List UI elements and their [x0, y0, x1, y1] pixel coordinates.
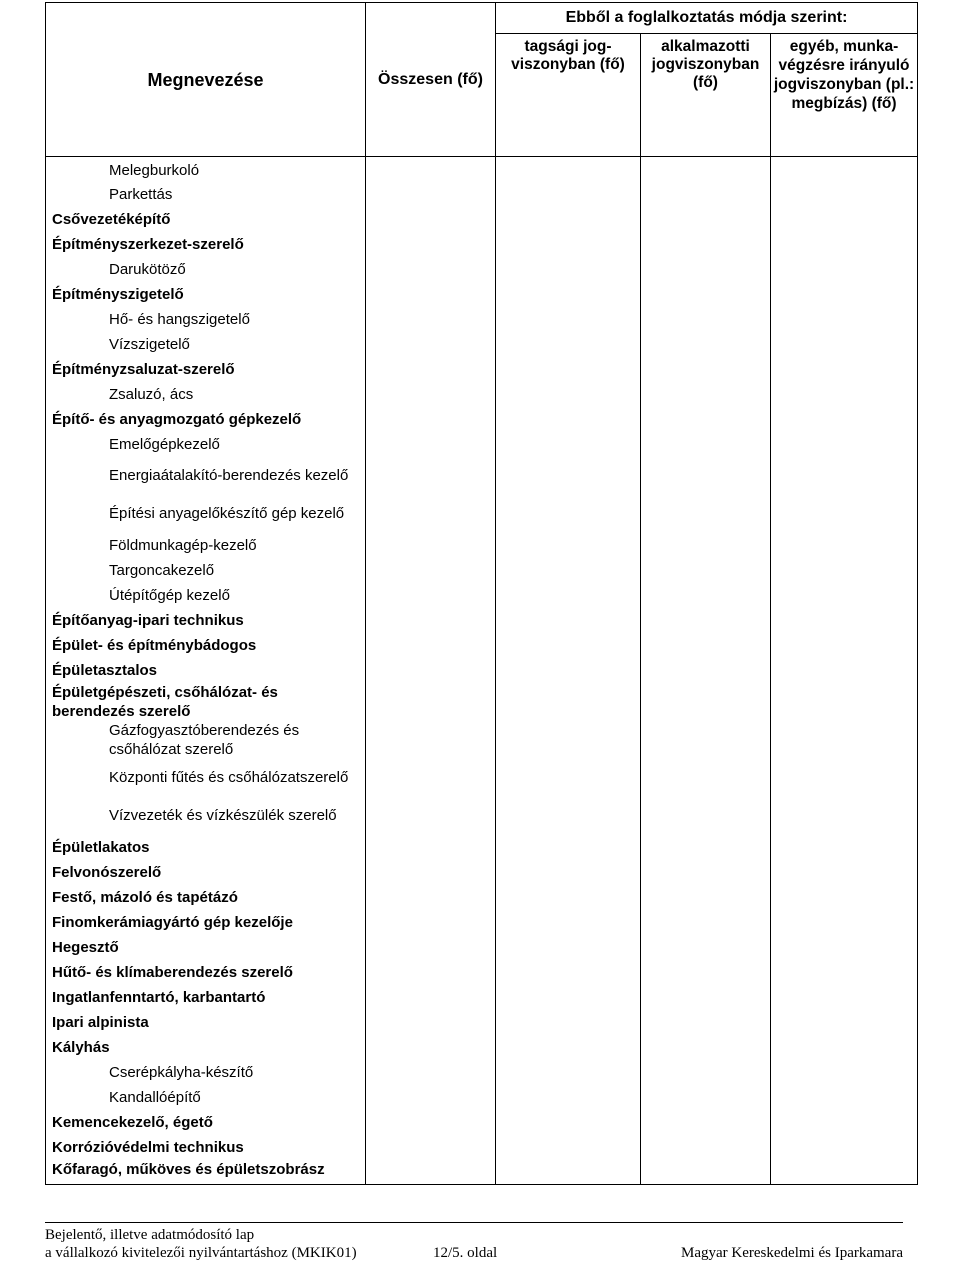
- membership-cell[interactable]: [496, 985, 641, 1010]
- occupation-label: Vízvezeték és vízkészülék szerelő: [109, 807, 337, 824]
- total-cell[interactable]: [366, 257, 496, 282]
- total-cell[interactable]: [366, 1085, 496, 1110]
- employee-cell[interactable]: [641, 533, 771, 558]
- occupation-label: Zsaluzó, ács: [109, 385, 194, 403]
- membership-cell[interactable]: [496, 910, 641, 935]
- footer-form-subtitle: a vállalkozó kivitelezői nyilvántartáshoz (MKIK01): [45, 1245, 357, 1261]
- occupation-label: Építőanyag-ipari technikus: [52, 611, 244, 629]
- total-cell[interactable]: [366, 1135, 496, 1160]
- table-row: [46, 797, 918, 835]
- membership-cell[interactable]: [496, 633, 641, 658]
- table-row: [46, 885, 918, 910]
- row-label-cell: [46, 357, 366, 382]
- row-label-cell: [46, 885, 366, 910]
- row-label-cell: [46, 683, 366, 721]
- other-cell[interactable]: [771, 257, 918, 282]
- membership-cell[interactable]: [496, 558, 641, 583]
- table-row: [46, 232, 918, 257]
- occupation-label: Ipari alpinista: [52, 1013, 149, 1031]
- other-cell[interactable]: [771, 1135, 918, 1160]
- other-cell[interactable]: [771, 1010, 918, 1035]
- employee-cell[interactable]: [641, 495, 771, 533]
- total-cell[interactable]: [366, 683, 496, 721]
- row-label-cell: [46, 382, 366, 407]
- table-row: [46, 332, 918, 357]
- employee-cell[interactable]: [641, 182, 771, 207]
- table-row: [46, 182, 918, 207]
- other-cell[interactable]: [771, 721, 918, 759]
- other-cell[interactable]: [771, 457, 918, 495]
- occupation-label: Építményszigetelő: [52, 285, 184, 303]
- row-label-cell: [46, 558, 366, 583]
- total-cell[interactable]: [366, 910, 496, 935]
- occupation-label: Kőfaragó, műköves és épületszobrász: [52, 1160, 325, 1178]
- table-row: [46, 307, 918, 332]
- table-row: [46, 935, 918, 960]
- employee-cell[interactable]: [641, 910, 771, 935]
- other-cell[interactable]: [771, 759, 918, 797]
- membership-cell[interactable]: [496, 583, 641, 608]
- membership-cell[interactable]: [496, 1035, 641, 1060]
- table-row: [46, 658, 918, 683]
- footer-form-title: Bejelentő, illetve adatmódosító lap: [45, 1227, 255, 1243]
- other-cell[interactable]: [771, 407, 918, 432]
- occupation-label: Épületlakatos: [52, 838, 150, 856]
- occupation-label: Épületgépészeti, csőhálózat- és berendezés szerelő: [52, 683, 278, 720]
- other-cell[interactable]: [771, 182, 918, 207]
- membership-cell[interactable]: [496, 307, 641, 332]
- employee-cell[interactable]: [641, 935, 771, 960]
- other-cell[interactable]: [771, 232, 918, 257]
- membership-cell[interactable]: [496, 407, 641, 432]
- membership-cell[interactable]: [496, 357, 641, 382]
- other-cell[interactable]: [771, 633, 918, 658]
- membership-cell[interactable]: [496, 759, 641, 797]
- membership-cell[interactable]: [496, 721, 641, 759]
- row-label-cell: [46, 608, 366, 633]
- total-cell[interactable]: [366, 797, 496, 835]
- header-employee-col: alkalmazotti jogviszonyban (fő): [641, 34, 771, 157]
- row-label-cell: [46, 232, 366, 257]
- occupation-label: Korrózióvédelmi technikus: [52, 1138, 244, 1156]
- total-cell[interactable]: [366, 985, 496, 1010]
- table-row: [46, 1060, 918, 1085]
- other-cell[interactable]: [771, 157, 918, 182]
- occupation-label: Hő- és hangszigetelő: [109, 310, 250, 328]
- other-cell[interactable]: [771, 658, 918, 683]
- header-other-col: egyéb, munka-végzésre irányuló jogviszonyban (pl.: megbízás) (fő): [771, 34, 918, 157]
- other-cell[interactable]: [771, 885, 918, 910]
- employee-cell[interactable]: [641, 307, 771, 332]
- table-row: [46, 1110, 918, 1135]
- table-row: [46, 1085, 918, 1110]
- other-cell[interactable]: [771, 1060, 918, 1085]
- table-row: [46, 1135, 918, 1160]
- membership-cell[interactable]: [496, 533, 641, 558]
- footer-page-number: 12/5. oldal: [433, 1245, 498, 1261]
- total-cell[interactable]: [366, 1035, 496, 1060]
- total-cell[interactable]: [366, 960, 496, 985]
- membership-cell[interactable]: [496, 960, 641, 985]
- row-label-cell: [46, 985, 366, 1010]
- membership-cell[interactable]: [496, 157, 641, 182]
- table-row: [46, 157, 918, 182]
- table-row: [46, 558, 918, 583]
- total-cell[interactable]: [366, 558, 496, 583]
- employee-cell[interactable]: [641, 1110, 771, 1135]
- occupation-label: Parkettás: [109, 185, 173, 203]
- employee-cell[interactable]: [641, 1010, 771, 1035]
- total-cell[interactable]: [366, 407, 496, 432]
- other-cell[interactable]: [771, 382, 918, 407]
- footer-organization: Magyar Kereskedelmi és Iparkamara: [681, 1245, 903, 1261]
- other-cell[interactable]: [771, 558, 918, 583]
- employee-cell[interactable]: [641, 282, 771, 307]
- row-label-cell: [46, 182, 366, 207]
- table-row: [46, 910, 918, 935]
- row-label-cell: [46, 1135, 366, 1160]
- occupation-label: Targoncakezelő: [109, 561, 215, 579]
- employee-cell[interactable]: [641, 357, 771, 382]
- employee-cell[interactable]: [641, 960, 771, 985]
- membership-cell[interactable]: [496, 232, 641, 257]
- occupation-form-table: [45, 2, 918, 1185]
- total-cell[interactable]: [366, 332, 496, 357]
- other-cell[interactable]: [771, 307, 918, 332]
- employee-cell[interactable]: [641, 1060, 771, 1085]
- occupation-label: Ingatlanfenntartó, karbantartó: [52, 988, 266, 1006]
- employee-cell[interactable]: [641, 608, 771, 633]
- total-cell[interactable]: [366, 157, 496, 182]
- other-cell[interactable]: [771, 1035, 918, 1060]
- other-cell[interactable]: [771, 432, 918, 457]
- table-row: [46, 407, 918, 432]
- membership-cell[interactable]: [496, 658, 641, 683]
- total-cell[interactable]: [366, 432, 496, 457]
- membership-cell[interactable]: [496, 797, 641, 835]
- membership-cell[interactable]: [496, 332, 641, 357]
- other-cell[interactable]: [771, 683, 918, 721]
- row-label-cell: [46, 583, 366, 608]
- total-cell[interactable]: [366, 759, 496, 797]
- occupation-label: Csővezetéképítő: [52, 210, 171, 228]
- table-row: [46, 282, 918, 307]
- membership-cell[interactable]: [496, 835, 641, 860]
- occupation-label: Építési anyagelőkészítő gép kezelő: [109, 505, 345, 522]
- occupation-label: Emelőgépkezelő: [109, 435, 220, 453]
- membership-cell[interactable]: [496, 207, 641, 232]
- row-label-cell: [46, 759, 366, 797]
- other-cell[interactable]: [771, 207, 918, 232]
- table-row: [46, 759, 918, 797]
- other-cell[interactable]: [771, 985, 918, 1010]
- row-label-cell: [46, 1060, 366, 1085]
- total-cell[interactable]: [366, 1160, 496, 1185]
- other-cell[interactable]: [771, 797, 918, 835]
- total-cell[interactable]: [366, 1060, 496, 1085]
- occupation-label: Felvonószerelő: [52, 863, 162, 881]
- row-label-cell: [46, 910, 366, 935]
- other-cell[interactable]: [771, 860, 918, 885]
- table-row: [46, 1160, 918, 1185]
- occupation-label: Kemencekezelő, égető: [52, 1113, 213, 1131]
- row-label-cell: [46, 633, 366, 658]
- other-cell[interactable]: [771, 608, 918, 633]
- row-label-cell: [46, 332, 366, 357]
- membership-cell[interactable]: [496, 608, 641, 633]
- other-cell[interactable]: [771, 910, 918, 935]
- employee-cell[interactable]: [641, 633, 771, 658]
- membership-cell[interactable]: [496, 683, 641, 721]
- membership-cell[interactable]: [496, 457, 641, 495]
- membership-cell[interactable]: [496, 282, 641, 307]
- total-cell[interactable]: [366, 382, 496, 407]
- employee-cell[interactable]: [641, 658, 771, 683]
- membership-cell[interactable]: [496, 1110, 641, 1135]
- employee-cell[interactable]: [641, 721, 771, 759]
- table-row: [46, 985, 918, 1010]
- employee-cell[interactable]: [641, 232, 771, 257]
- occupation-label: Központi fűtés és csőhálózatszerelő: [109, 769, 349, 786]
- other-cell[interactable]: [771, 495, 918, 533]
- employee-cell[interactable]: [641, 432, 771, 457]
- occupation-label: Útépítőgép kezelő: [109, 586, 230, 604]
- table-row: [46, 457, 918, 495]
- total-cell[interactable]: [366, 533, 496, 558]
- other-cell[interactable]: [771, 960, 918, 985]
- occupation-label: Gázfogyasztóberendezés és csőhálózat szerelő: [109, 721, 300, 758]
- other-cell[interactable]: [771, 357, 918, 382]
- employee-cell[interactable]: [641, 885, 771, 910]
- table-row: [46, 960, 918, 985]
- employee-cell[interactable]: [641, 985, 771, 1010]
- membership-cell[interactable]: [496, 1060, 641, 1085]
- membership-cell[interactable]: [496, 257, 641, 282]
- membership-cell[interactable]: [496, 1135, 641, 1160]
- occupation-label: Finomkerámiagyártó gép kezelője: [52, 913, 293, 931]
- table-row: [46, 608, 918, 633]
- occupation-label: Energiaátalakító-berendezés kezelő: [109, 467, 349, 484]
- membership-cell[interactable]: [496, 432, 641, 457]
- occupation-label: Darukötöző: [109, 260, 186, 278]
- occupation-label: Épületasztalos: [52, 661, 158, 679]
- occupation-label: Kandallóépítő: [109, 1088, 201, 1106]
- row-label-cell: [46, 307, 366, 332]
- occupation-label: Épület- és építménybádogos: [52, 636, 257, 654]
- occupation-label: Építményszerkezet-szerelő: [52, 235, 244, 253]
- membership-cell[interactable]: [496, 860, 641, 885]
- occupation-label: Hegesztő: [52, 938, 119, 956]
- row-label-cell: [46, 835, 366, 860]
- other-cell[interactable]: [771, 935, 918, 960]
- other-cell[interactable]: [771, 583, 918, 608]
- employee-cell[interactable]: [641, 457, 771, 495]
- other-cell[interactable]: [771, 282, 918, 307]
- row-label-cell: [46, 1035, 366, 1060]
- row-label-cell: [46, 1085, 366, 1110]
- occupation-label: Kályhás: [52, 1038, 110, 1056]
- employee-cell[interactable]: [641, 835, 771, 860]
- table-row: [46, 495, 918, 533]
- row-label-cell: [46, 960, 366, 985]
- membership-cell[interactable]: [496, 1085, 641, 1110]
- total-cell[interactable]: [366, 282, 496, 307]
- employee-cell[interactable]: [641, 157, 771, 182]
- occupation-label: Cserépkályha-készítő: [109, 1063, 254, 1081]
- total-cell[interactable]: [366, 885, 496, 910]
- row-label-cell: [46, 207, 366, 232]
- row-label-cell: [46, 658, 366, 683]
- table-row: [46, 533, 918, 558]
- table-row: [46, 1035, 918, 1060]
- employee-cell[interactable]: [641, 1135, 771, 1160]
- occupation-label: Melegburkoló: [109, 162, 200, 180]
- other-cell[interactable]: [771, 1160, 918, 1185]
- total-cell[interactable]: [366, 1010, 496, 1035]
- total-cell[interactable]: [366, 860, 496, 885]
- header-total-col: Összesen (fő): [366, 3, 496, 157]
- other-cell[interactable]: [771, 835, 918, 860]
- membership-cell[interactable]: [496, 1010, 641, 1035]
- membership-cell[interactable]: [496, 382, 641, 407]
- other-cell[interactable]: [771, 1110, 918, 1135]
- row-label-cell: [46, 157, 366, 182]
- row-label-cell: [46, 432, 366, 457]
- total-cell[interactable]: [366, 721, 496, 759]
- employee-cell[interactable]: [641, 207, 771, 232]
- employee-cell[interactable]: [641, 683, 771, 721]
- table-row: [46, 207, 918, 232]
- row-label-cell: [46, 1160, 366, 1185]
- total-cell[interactable]: [366, 232, 496, 257]
- total-cell[interactable]: [366, 495, 496, 533]
- total-cell[interactable]: [366, 307, 496, 332]
- employee-cell[interactable]: [641, 759, 771, 797]
- employee-cell[interactable]: [641, 382, 771, 407]
- occupation-label: Földmunkagép-kezelő: [109, 536, 257, 554]
- employee-cell[interactable]: [641, 1160, 771, 1185]
- row-label-cell: [46, 797, 366, 835]
- table-row: [46, 382, 918, 407]
- row-label-cell: [46, 407, 366, 432]
- total-cell[interactable]: [366, 608, 496, 633]
- other-cell[interactable]: [771, 533, 918, 558]
- employee-cell[interactable]: [641, 407, 771, 432]
- employee-cell[interactable]: [641, 583, 771, 608]
- table-row: [46, 432, 918, 457]
- total-cell[interactable]: [366, 457, 496, 495]
- row-label-cell: [46, 533, 366, 558]
- total-cell[interactable]: [366, 935, 496, 960]
- employee-cell[interactable]: [641, 1035, 771, 1060]
- table-row: [46, 721, 918, 759]
- total-cell[interactable]: [366, 658, 496, 683]
- table-row: [46, 683, 918, 721]
- employee-cell[interactable]: [641, 257, 771, 282]
- table-row: [46, 357, 918, 382]
- header-group: Ebből a foglalkoztatás módja szerint:: [496, 3, 918, 34]
- table-row: [46, 1010, 918, 1035]
- membership-cell[interactable]: [496, 1160, 641, 1185]
- table-row: [46, 633, 918, 658]
- total-cell[interactable]: [366, 357, 496, 382]
- total-cell[interactable]: [366, 182, 496, 207]
- row-label-cell: [46, 721, 366, 759]
- membership-cell[interactable]: [496, 935, 641, 960]
- employee-cell[interactable]: [641, 797, 771, 835]
- header-name-col: Megnevezése: [46, 3, 366, 157]
- occupation-label: Hűtő- és klímaberendezés szerelő: [52, 963, 293, 981]
- total-cell[interactable]: [366, 1110, 496, 1135]
- other-cell[interactable]: [771, 1085, 918, 1110]
- row-label-cell: [46, 457, 366, 495]
- membership-cell[interactable]: [496, 885, 641, 910]
- membership-cell[interactable]: [496, 495, 641, 533]
- row-label-cell: [46, 1110, 366, 1135]
- employee-cell[interactable]: [641, 860, 771, 885]
- other-cell[interactable]: [771, 332, 918, 357]
- employee-cell[interactable]: [641, 332, 771, 357]
- row-label-cell: [46, 935, 366, 960]
- total-cell[interactable]: [366, 835, 496, 860]
- table-row: [46, 583, 918, 608]
- row-label-cell: [46, 282, 366, 307]
- footer-rule: [45, 1222, 903, 1223]
- row-label-cell: [46, 1010, 366, 1035]
- employee-cell[interactable]: [641, 1085, 771, 1110]
- occupation-label: Festő, mázoló és tapétázó: [52, 888, 238, 906]
- total-cell[interactable]: [366, 633, 496, 658]
- occupation-label: Építményzsaluzat-szerelő: [52, 360, 235, 378]
- occupation-label: Építő- és anyagmozgató gépkezelő: [52, 410, 302, 428]
- total-cell[interactable]: [366, 583, 496, 608]
- membership-cell[interactable]: [496, 182, 641, 207]
- row-label-cell: [46, 257, 366, 282]
- occupation-label: Vízszigetelő: [109, 335, 190, 353]
- header-membership-col: tagsági jog-viszonyban (fő): [496, 34, 641, 157]
- row-label-cell: [46, 860, 366, 885]
- total-cell[interactable]: [366, 207, 496, 232]
- page-footer: [45, 1222, 903, 1263]
- table-row: [46, 860, 918, 885]
- table-row: [46, 835, 918, 860]
- row-label-cell: [46, 495, 366, 533]
- table-row: [46, 257, 918, 282]
- employee-cell[interactable]: [641, 558, 771, 583]
